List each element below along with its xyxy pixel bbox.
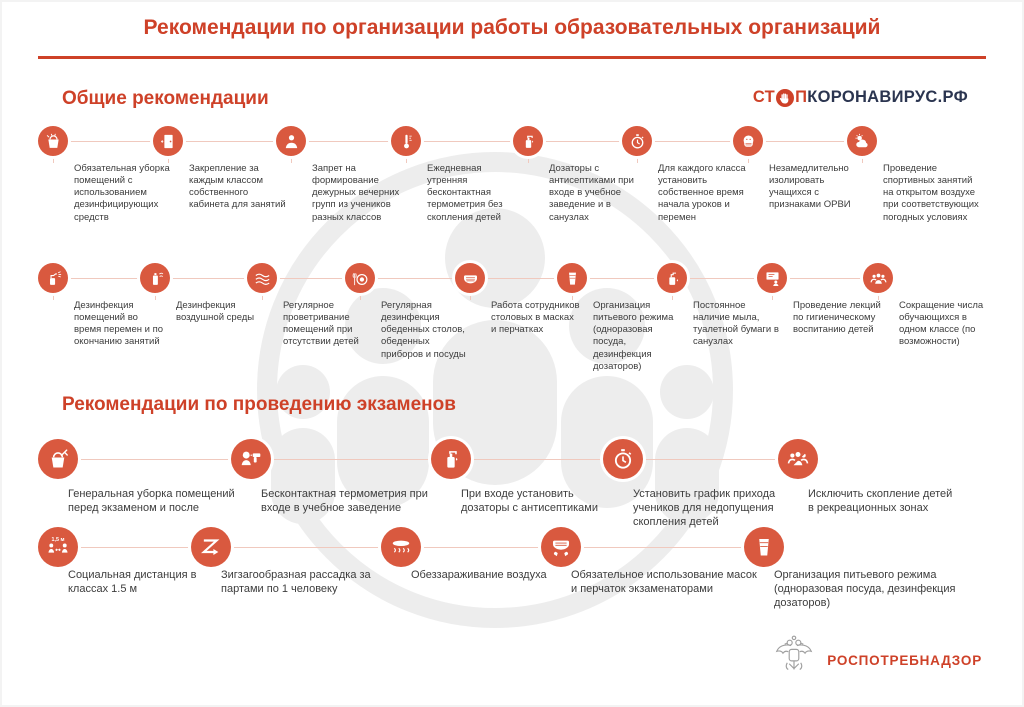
sun-cloud-icon bbox=[847, 126, 877, 156]
dishes-icon bbox=[345, 263, 375, 293]
title-divider bbox=[38, 56, 986, 59]
thermometer-icon bbox=[391, 126, 421, 156]
spray-bottle-icon bbox=[38, 263, 68, 293]
item-text: Исключить скопление детей в рекреационных зонах bbox=[808, 488, 953, 515]
item-text: Незамедлительно изолировать учащихся с признаками ОРВИ bbox=[769, 163, 851, 211]
item-text: Постоянное наличие мыла, туалетной бумаги в санузлах bbox=[693, 300, 779, 348]
cleaning-bucket-icon bbox=[38, 439, 78, 479]
item-text: Закрепление за каждым классом собственного кабинета для занятий bbox=[189, 163, 286, 211]
air-spray-icon bbox=[140, 263, 170, 293]
people-group-icon bbox=[863, 263, 893, 293]
sanitizer-dispenser-icon bbox=[513, 126, 543, 156]
item-text: Обеззараживание воздуха bbox=[411, 569, 547, 581]
zigzag-icon bbox=[191, 527, 231, 567]
section-heading-general: Общие рекомендации bbox=[62, 88, 269, 109]
cup-icon bbox=[557, 263, 587, 293]
icon-text-tick bbox=[53, 295, 54, 300]
item-text: Регулярная дезинфекция обеденных столов, обеденных приборов и посуды bbox=[381, 300, 466, 360]
stopwatch-icon bbox=[622, 126, 652, 156]
cup-icon bbox=[744, 527, 784, 567]
item-text: Дезинфекция помещений во время перемен и по окончанию занятий bbox=[74, 300, 163, 348]
rospotrebnadzor-logo bbox=[771, 632, 982, 688]
air-disinfection-icon bbox=[381, 527, 421, 567]
logo-text-coronavirus: КОРОНАВИРУС.РФ bbox=[807, 88, 968, 106]
item-text: Запрет на формирование дежурных вечерних групп из учеников разных классов bbox=[312, 163, 400, 223]
item-text: Бесконтактная термометрия при входе в учебное заведение bbox=[261, 488, 428, 515]
item-text: Зигзагообразная рассадка за партами по 1 человеку bbox=[221, 569, 371, 596]
stopcoronavirus-logo bbox=[753, 88, 968, 107]
item-text: Дезинфекция воздушной среды bbox=[176, 300, 255, 324]
thermometry-icon bbox=[231, 439, 271, 479]
item-text: Генеральная уборка помещений перед экзаменом и после bbox=[68, 488, 235, 515]
logo-text-p: П bbox=[795, 88, 808, 106]
eagle-emblem-icon bbox=[771, 632, 817, 689]
item-text: Регулярное проветривание помещений при отсутствии детей bbox=[283, 300, 359, 348]
airwave-icon bbox=[247, 263, 277, 293]
item-text: Обязательное использование масок и перчаток экзаменаторами bbox=[571, 569, 757, 596]
icon-text-tick bbox=[291, 158, 292, 163]
item-text: Ежедневная утренняя бесконтактная термометрия без скопления детей bbox=[427, 163, 503, 223]
item-text: Организация питьевого режима (одноразовая посуда, дезинфекция дозаторов) bbox=[774, 569, 956, 610]
icon-text-tick bbox=[528, 158, 529, 163]
item-text: Дозаторы с антисептиками при входе в учебное заведение и в санузлах bbox=[549, 163, 634, 223]
section-heading-exams: Рекомендации по проведению экзаменов bbox=[62, 394, 456, 415]
logo-text-st: СТ bbox=[752, 88, 776, 106]
svg-text:1,5 м: 1,5 м bbox=[51, 537, 65, 544]
medical-mask-icon bbox=[455, 263, 485, 293]
rospotrebnadzor-label: РОСПОТРЕБНАДЗОР bbox=[827, 652, 982, 668]
icon-text-tick bbox=[53, 158, 54, 163]
mask-gloves-icon bbox=[541, 527, 581, 567]
bucket-icon bbox=[38, 126, 68, 156]
item-text: При входе установить дозаторы с антисептиками bbox=[461, 488, 599, 515]
item-text: Сокращение числа обучающихся в одном классе (по возможности) bbox=[899, 300, 984, 348]
stopwatch-icon bbox=[603, 439, 643, 479]
row-connector-line bbox=[58, 459, 798, 460]
item-text: Организация питьевого режима (одноразовая посуда, дезинфекция дозаторов) bbox=[593, 300, 674, 372]
item-text: Социальная дистанция в классах 1.5 м bbox=[68, 569, 197, 596]
person-icon bbox=[276, 126, 306, 156]
item-text: Установить график прихода учеников для недопущения скопления детей bbox=[633, 488, 776, 529]
item-text: Работа сотрудников столовых в масках и перчатках bbox=[491, 300, 580, 336]
mask-face-icon bbox=[733, 126, 763, 156]
distance-icon bbox=[38, 527, 78, 567]
sanitizer-dispenser-icon bbox=[431, 439, 471, 479]
page-title: Рекомендации по организации работы образовательных организаций bbox=[143, 16, 881, 39]
item-text: Обязательная уборка помещений с использованием дезинфицирующих средств bbox=[74, 163, 170, 223]
item-text: Проведение спортивных занятий на открытом воздухе при соответствующих погодных условиях bbox=[883, 163, 979, 223]
soap-dispenser-icon bbox=[657, 263, 687, 293]
item-text: Проведение лекций по гигиеническому воспитанию детей bbox=[793, 300, 881, 336]
lecture-board-icon bbox=[757, 263, 787, 293]
stop-hand-icon bbox=[776, 89, 794, 107]
item-text: Для каждого класса установить собственное время начала уроков и перемен bbox=[658, 163, 746, 223]
door-icon bbox=[153, 126, 183, 156]
no-crowd-icon bbox=[778, 439, 818, 479]
